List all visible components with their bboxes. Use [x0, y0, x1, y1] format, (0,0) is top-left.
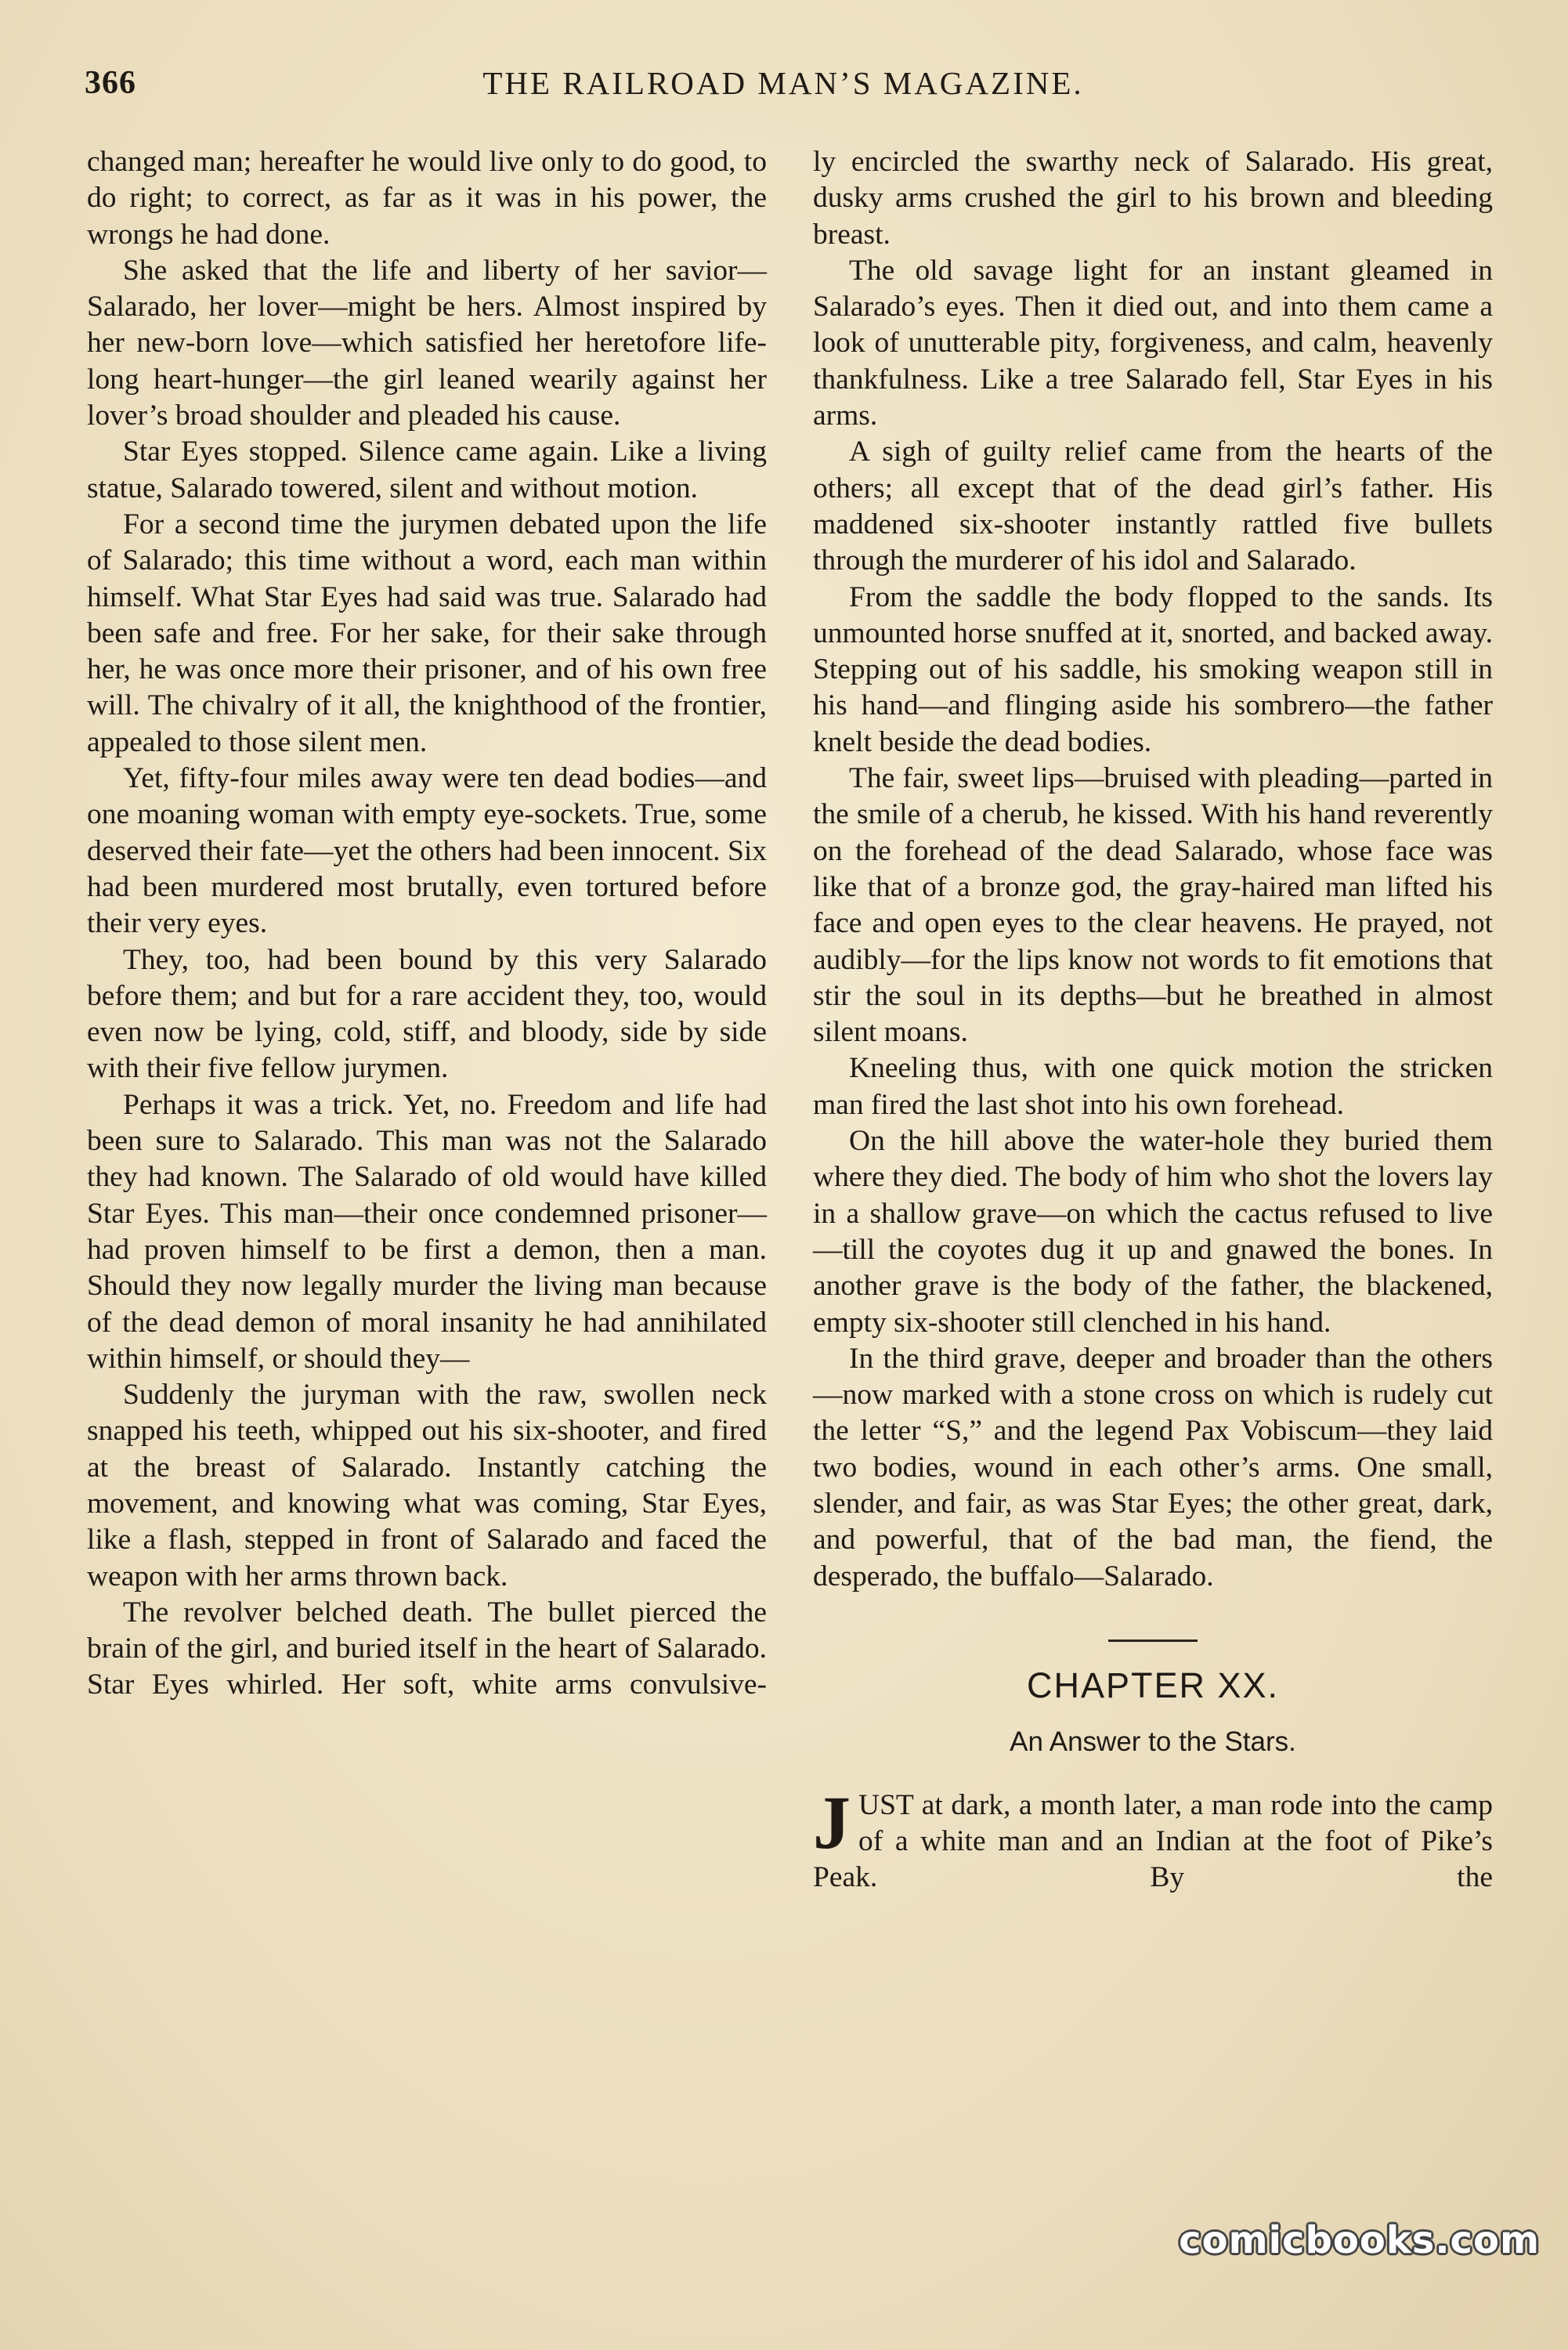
paragraph: Yet, fifty-four miles away were ten dead bodies—and one moaning woman with empty eye-sockets. True, some deserved their fate—yet the others had been innocent. Six had been murdered most brutally, even tortured before their very eyes.: [87, 762, 767, 940]
page-header: [85, 64, 1482, 111]
paragraph: The fair, sweet lips—bruised with pleading—parted in the smile of a cherub, he kissed. With his hand reverently on the forehead of the dead Salarado, whose face was like that of a bronze god, the gray-haired man lifted his face and open eyes to the clear heavens. He prayed, not audibly—for the lips know not words to fit emotions that stir the soul in its depths—but he breathed in almost silent moans.: [813, 762, 1493, 1049]
page-number: 366: [85, 65, 136, 101]
paragraph: She asked that the life and liberty of her savior—Salarado, her lover—might be hers. Almost inspired by her new-born love—which satisfied her heretofore life-long heart-hunger—the girl leaned wearily against her lover’s broad shoulder and pleaded his cause.: [87, 254, 767, 432]
chapter-subtitle: An Answer to the Stars.: [1010, 1726, 1296, 1757]
paragraph: The old savage light for an instant gleamed in Salarado’s eyes. Then it died out, and into them came a look of unutterable pity, forgiveness, and calm, heavenly thankfulness. Like a tree Salarado fell, Star Eyes in his arms.: [813, 254, 1493, 432]
paragraph: From the saddle the body flopped to the sands. Its unmounted horse snuffed at it, snorted, and backed away. Stepping out of his saddle, his smoking weapon still in his hand—and flinging aside his sombrero—the father knelt beside the dead bodies.: [813, 580, 1493, 758]
paragraph: They, too, had been bound by this very Salarado before them; and but for a rare accident they, too, would even now be lying, cold, stiff, and bloody, side by side with their five fellow jurymen.: [87, 943, 767, 1085]
running-title: THE RAILROAD MAN’S MAGAZINE.: [482, 65, 1084, 101]
chapter-heading: CHAPTER XX.: [1026, 1665, 1280, 1705]
paragraph: Perhaps it was a trick. Yet, no. Freedom and life had been sure to Salarado. This man was not the Salarado they had known. The Salarado of old would have killed Star Eyes. This man—their once condemned prisoner—had proven himself to be first a demon, then a man. Should they now legally murder the living man because of the dead demon of moral insanity he had annihilated within himself, or should they—: [87, 1088, 767, 1375]
paragraph: changed man; hereafter he would live only to do good, to do right; to correct, as far as it was in his power, the wrongs he had done.: [87, 146, 767, 251]
watermark: comicbooks.com: [1179, 2218, 1540, 2262]
section-divider: [1108, 1640, 1198, 1642]
paragraph: On the hill above the water-hole they buried them where they died. The body of him who shot the lovers lay in a shallow grave—on which the cactus refused to live—till the coyotes dug it up and gnawed the bones. In another grave is the body of the father, the blackened, empty six-shooter still clenched in his hand.: [813, 1125, 1493, 1339]
left-column: [87, 144, 767, 1704]
paragraph: A sigh of guilty relief came from the hearts of the others; all except that of the dead girl’s father. His maddened six-shooter instantly rattled five bullets through the murderer of his idol and Salarado.: [813, 436, 1493, 577]
chapter-opening-text: UST at dark, a month later, a man rode into the camp of a white man and an Indian at the foot of Pike’s Peak. By the: [813, 1788, 1493, 1894]
chapter-opening: [813, 1780, 1493, 1896]
paragraph: Suddenly the juryman with the raw, swollen neck snapped his teeth, whipped out his six-shooter, and fired at the breast of Salarado. Instantly catching the movement, and knowing what was coming, Star Eyes, like a flash, stepped in front of Salarado and faced the weapon with her arms thrown back.: [87, 1379, 767, 1593]
paragraph: For a second time the jurymen debated upon the life of Salarado; this time without a word, each man within himself. What Star Eyes had said was true. Salarado had been safe and free. For her sake, for their sake through her, he was once more their prisoner, and of his own free will. The chivalry of it all, the knighthood of the frontier, appealed to those silent men.: [87, 508, 767, 758]
paragraph: The revolver belched death. The bullet pierced the brain of the girl, and buried itself in the heart of Salarado. Star Eyes whirled. Her soft, white arms convulsive-: [87, 1596, 767, 1701]
right-column: [813, 144, 1493, 1896]
paragraph: Star Eyes stopped. Silence came again. Like a living statue, Salarado towered, silent and without motion.: [87, 436, 767, 504]
drop-cap: J: [813, 1780, 851, 1864]
paragraph: Kneeling thus, with one quick motion the stricken man fired the last shot into his own forehead.: [813, 1052, 1493, 1121]
paragraph: ly encircled the swarthy neck of Salarado. His great, dusky arms crushed the girl to his brown and bleeding breast.: [813, 146, 1493, 251]
paragraph: In the third grave, deeper and broader than the others—now marked with a stone cross on which is rudely cut the letter “S,” and the legend Pax Vobiscum—they laid two bodies, wound in each other’s arms. One small, slender, and fair, as was Star Eyes; the other great, dark, and powerful, that of the bad man, the fiend, the desperado, the buffalo—Salarado.: [813, 1342, 1493, 1593]
